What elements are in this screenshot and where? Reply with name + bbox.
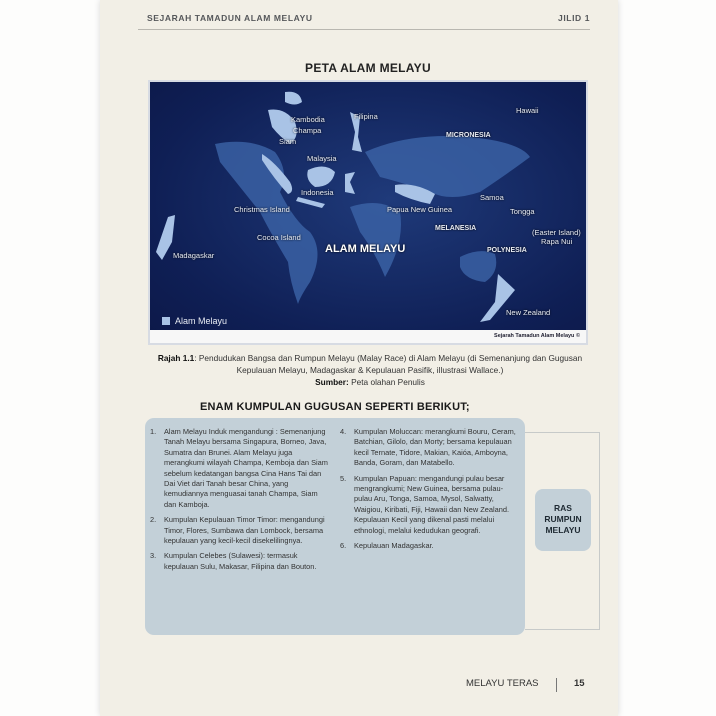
landmass-eurasia	[365, 136, 530, 197]
caption-text: : Pendudukan Bangsa dan Rumpun Melayu (Malay Race) di Alam Melayu (di Semenanjung dan Gugusan Kepulauan Melayu, Madagaskar & Kepulauan Pasifik, illustrasi Wallace.)	[194, 353, 583, 375]
label-champa: Champa	[293, 126, 322, 135]
landmass-java	[296, 197, 325, 208]
label-easter-island: (Easter Island)	[532, 228, 581, 237]
label-tongga: Tongga	[510, 207, 535, 216]
label-madagaskar: Madagaskar	[173, 251, 215, 260]
map-credit: Sejarah Tamadun Alam Melayu ©	[150, 330, 586, 343]
figure-caption	[140, 352, 600, 388]
caption-source-label: Sumber:	[315, 377, 349, 387]
landmass-africa	[350, 203, 401, 277]
label-melanesia: MELANESIA	[435, 225, 477, 232]
section-heading: ENAM KUMPULAN GUGUSAN SEPERTI BERIKUT;	[200, 401, 470, 413]
running-header-title: SEJARAH TAMADUN ALAM MELAYU	[147, 13, 313, 23]
label-cocoa-island: Cocoa Island	[257, 233, 301, 242]
page-number: 15	[574, 678, 585, 689]
list-item: 4. Kumpulan Moluccan: merangkumi Bouru, Ceram, Batchian, Gilolo, dan Morty; bersama kepulauan kecil Ternate, Tidore, Makian, Kaióa, Amboyna, Banda, Goram, dan Matabello.	[340, 427, 516, 468]
groups-column-left	[150, 427, 330, 577]
list-item: 3. Kumpulan Celebes (Sulawesi): termasuk kepulauan Sulu, Makasar, Filipina dan Bouton.	[150, 551, 317, 571]
list-item: 5. Kumpulan Papuan: mengandungi pulau besar mengrangkumi; New Guinea, bersama pulau-pulau Aru, Tonga, Samoa, Mysol, Salwatty, Waigiou, Kiribati, Fiji, Hawaii dan New Zealand. Kepulauan Kecil yang dikenal pasti melalui ethnologi, melalui kedudukan geografi.	[340, 473, 509, 535]
map-figure	[148, 80, 588, 345]
label-filipina: Filipina	[354, 112, 378, 121]
label-christmas-island: Christmas Island	[234, 205, 290, 214]
list-item: 2. Kumpulan Kepulauan Timor Timor: mengandungi Timor, Flores, Sumbawa dan Lombock, bersama kepulauan yang kecil-kecil disekelilingnya.	[150, 515, 325, 546]
caption-source: Peta olahan Penulis	[351, 377, 425, 387]
label-micronesia: MICRONESIA	[446, 132, 491, 139]
label-new-zealand: New Zealand	[506, 308, 551, 317]
ras-rumpun-melayu-badge: RAS RUMPUN MELAYU	[535, 489, 591, 551]
label-siam: Siam	[279, 137, 297, 146]
label-malaysia: Malaysia	[307, 154, 337, 163]
label-alam-melayu: ALAM MELAYU	[325, 243, 406, 255]
landmass-borneo	[307, 166, 335, 187]
map-title: PETA ALAM MELAYU	[305, 61, 431, 75]
label-papua-new-guinea: Papua New Guinea	[387, 205, 453, 214]
legend-label: Alam Melayu	[175, 316, 228, 326]
list-item: 6. Kepulauan Madagaskar.	[340, 541, 434, 551]
label-kambodia: Kambodia	[291, 115, 325, 124]
footer-divider	[556, 678, 557, 692]
legend-swatch	[162, 317, 170, 325]
header-divider	[138, 29, 590, 30]
groups-column-right	[340, 427, 520, 556]
map-legend	[162, 316, 227, 326]
label-rapa-nui: Rapa Nui	[541, 237, 573, 246]
label-samoa: Samoa	[480, 193, 504, 202]
running-header-volume: JILID 1	[558, 13, 591, 23]
label-hawaii: Hawaii	[516, 106, 539, 115]
caption-label: Rajah 1.1	[157, 353, 195, 363]
footer-label: MELAYU TERAS	[466, 678, 539, 689]
landmass-australia	[460, 251, 496, 282]
label-polynesia: POLYNESIA	[487, 247, 527, 254]
label-indonesia: Indonesia	[301, 188, 334, 197]
list-item: 1. Alam Melayu Induk mengandungi : Semenanjung Tanah Melayu bersama Singapura, Borneo, Java, Sumatra dan Brunei. Alam Melayu juga merangkumi wilayah Champa, Kemboja dan Siam sebelum kedatangan bangsa Cina Hans Tai dan Dai Viet dari Tanah besar China, yang kemudiannya menguasai tanah Champa, Siam dan Kamboja.	[150, 427, 328, 509]
landmass-sulawesi	[345, 172, 355, 194]
